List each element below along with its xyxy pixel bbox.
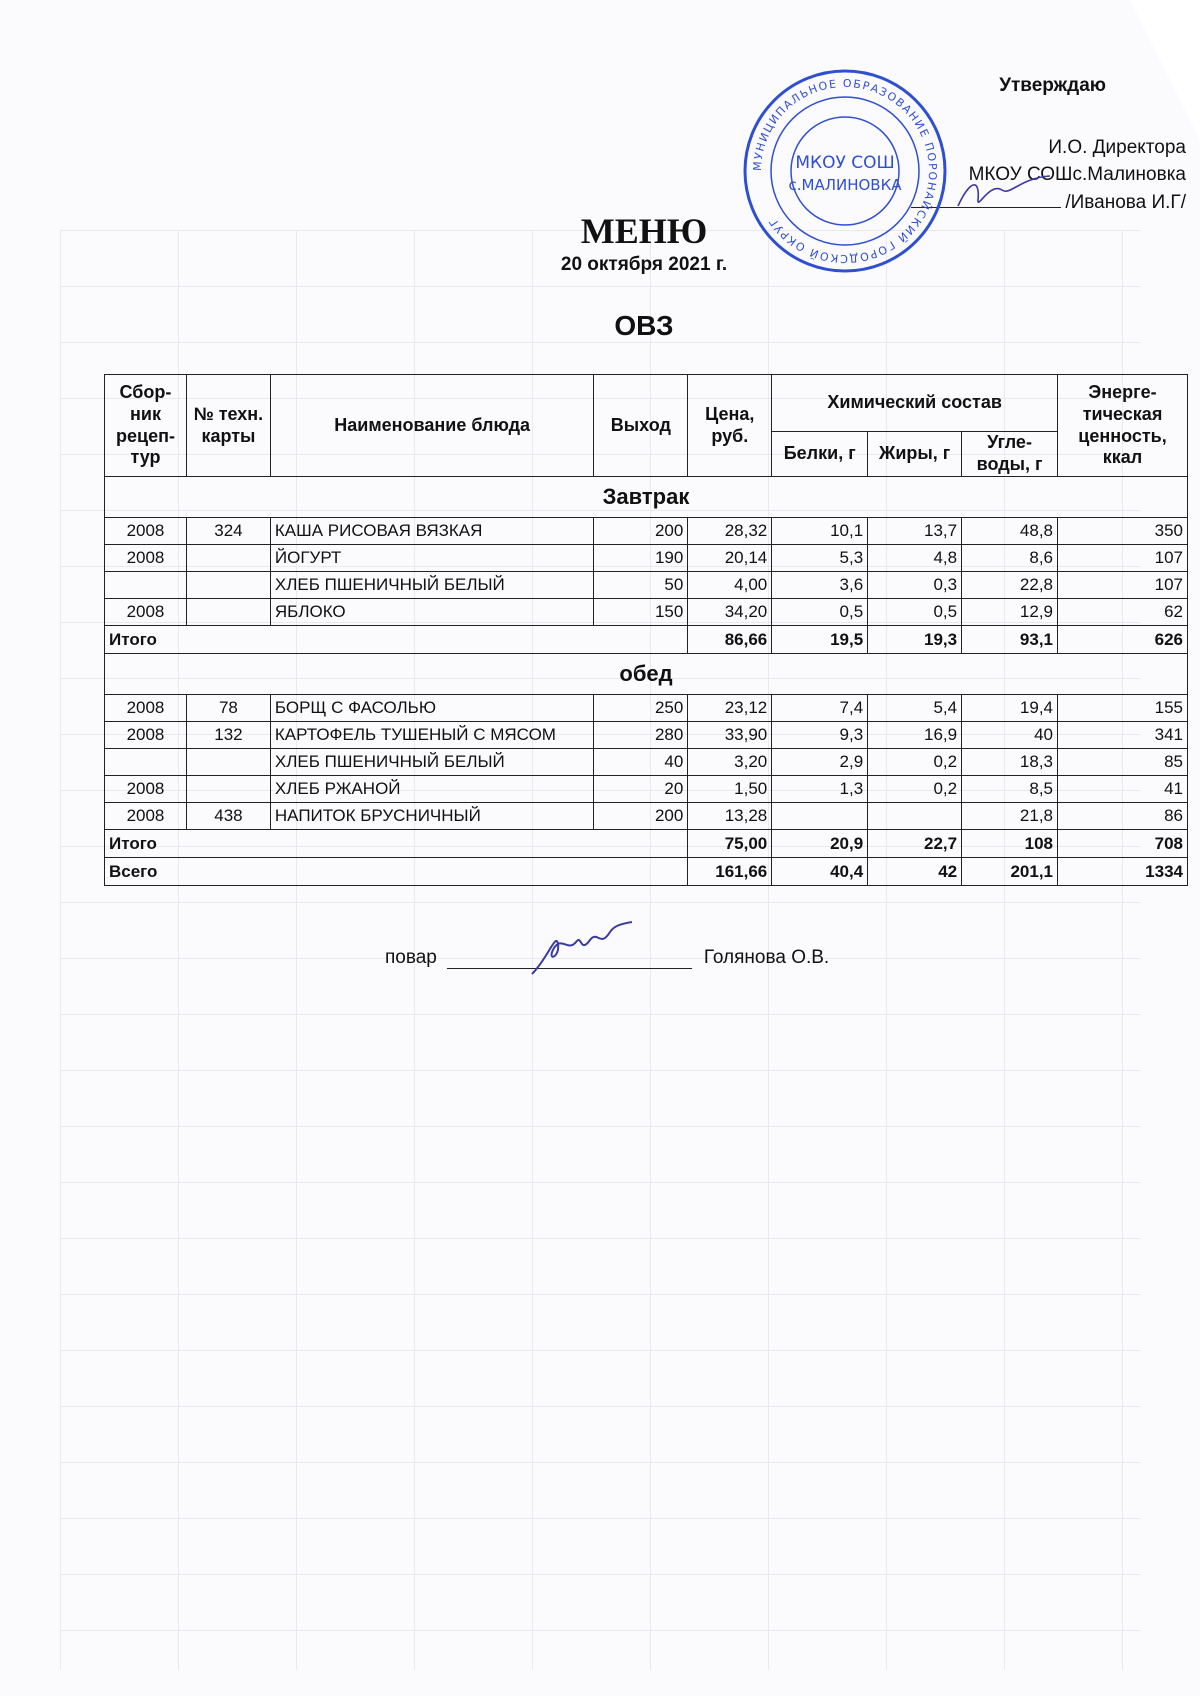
cook-role: повар bbox=[385, 947, 437, 968]
cell-price: 28,32 bbox=[688, 518, 772, 545]
total-label: Всего bbox=[105, 858, 688, 886]
col-carbs-header: Угле-воды, г bbox=[962, 432, 1058, 477]
cell-yield: 20 bbox=[594, 776, 688, 803]
cell-carbs: 12,9 bbox=[962, 599, 1058, 626]
cell-fat: 5,4 bbox=[868, 695, 962, 722]
cell-price: 33,90 bbox=[688, 722, 772, 749]
cell-fat: 16,9 bbox=[868, 722, 962, 749]
cell-dish: ХЛЕБ ПШЕНИЧНЫЙ БЕЛЫЙ bbox=[270, 749, 594, 776]
menu-table-body bbox=[105, 477, 1188, 886]
table-row bbox=[105, 599, 1188, 626]
cell-collection: 2008 bbox=[105, 776, 187, 803]
col-protein-header: Белки, г bbox=[772, 432, 868, 477]
cell-energy: 107 bbox=[1058, 545, 1188, 572]
cell-price: 34,20 bbox=[688, 599, 772, 626]
total-fat: 42 bbox=[868, 858, 962, 886]
col-dish-header: Наименование блюда bbox=[270, 375, 594, 477]
total-energy: 708 bbox=[1058, 830, 1188, 858]
table-row bbox=[105, 572, 1188, 599]
cell-yield: 50 bbox=[594, 572, 688, 599]
cell-fat: 4,8 bbox=[868, 545, 962, 572]
total-carbs: 108 bbox=[962, 830, 1058, 858]
total-protein: 19,5 bbox=[772, 626, 868, 654]
total-fat: 19,3 bbox=[868, 626, 962, 654]
cell-dish: КАРТОФЕЛЬ ТУШЕНЫЙ С МЯСОМ bbox=[270, 722, 594, 749]
cell-fat: 0,3 bbox=[868, 572, 962, 599]
cell-carbs: 8,6 bbox=[962, 545, 1058, 572]
menu-table bbox=[104, 374, 1188, 886]
col-energy-header: Энерге-тическая ценность, ккал bbox=[1058, 375, 1188, 477]
cell-card-number bbox=[186, 599, 270, 626]
cell-collection: 2008 bbox=[105, 545, 187, 572]
cell-energy: 155 bbox=[1058, 695, 1188, 722]
section-title: Завтрак bbox=[105, 477, 1188, 518]
cell-price: 20,14 bbox=[688, 545, 772, 572]
table-row bbox=[105, 545, 1188, 572]
total-carbs: 201,1 bbox=[962, 858, 1058, 886]
cell-protein: 3,6 bbox=[772, 572, 868, 599]
cell-yield: 200 bbox=[594, 803, 688, 830]
cell-price: 13,28 bbox=[688, 803, 772, 830]
cell-dish: ХЛЕБ РЖАНОЙ bbox=[270, 776, 594, 803]
cell-collection bbox=[105, 749, 187, 776]
total-price: 75,00 bbox=[688, 830, 772, 858]
total-label: Итого bbox=[105, 830, 688, 858]
cell-fat: 0,2 bbox=[868, 749, 962, 776]
cell-price: 4,00 bbox=[688, 572, 772, 599]
total-protein: 40,4 bbox=[772, 858, 868, 886]
col-card-number-header: № техн. карты bbox=[186, 375, 270, 477]
col-yield-header: Выход bbox=[594, 375, 688, 477]
cell-dish: ЯБЛОКО bbox=[270, 599, 594, 626]
total-price: 161,66 bbox=[688, 858, 772, 886]
cell-energy: 62 bbox=[1058, 599, 1188, 626]
cook-signature bbox=[528, 918, 638, 978]
cell-carbs: 22,8 bbox=[962, 572, 1058, 599]
total-price: 86,66 bbox=[688, 626, 772, 654]
cell-yield: 280 bbox=[594, 722, 688, 749]
menu-group-title: ОВЗ bbox=[614, 310, 674, 341]
cell-carbs: 19,4 bbox=[962, 695, 1058, 722]
section-title: обед bbox=[105, 654, 1188, 695]
cell-protein: 1,3 bbox=[772, 776, 868, 803]
col-chemical-group-header: Химический состав bbox=[772, 375, 1058, 432]
table-row bbox=[105, 695, 1188, 722]
director-signature bbox=[950, 170, 1060, 214]
table-row bbox=[105, 749, 1188, 776]
cell-collection: 2008 bbox=[105, 803, 187, 830]
cell-collection bbox=[105, 572, 187, 599]
cell-protein: 7,4 bbox=[772, 695, 868, 722]
cell-card-number bbox=[186, 776, 270, 803]
cell-card-number: 132 bbox=[186, 722, 270, 749]
cell-yield: 40 bbox=[594, 749, 688, 776]
approval-position: И.О. Директора bbox=[1048, 136, 1186, 158]
stamp-ring-text: МУНИЦИПАЛЬНОЕ ОБРАЗОВАНИЕ ПОРОНАЙСКИЙ ГОРОДСКОЙ ОКРУГ bbox=[750, 76, 940, 266]
cell-energy: 86 bbox=[1058, 803, 1188, 830]
cell-protein: 0,5 bbox=[772, 599, 868, 626]
cell-carbs: 8,5 bbox=[962, 776, 1058, 803]
cell-protein: 10,1 bbox=[772, 518, 868, 545]
approval-organization: МКОУ СОШс.Малиновка bbox=[968, 164, 1186, 186]
total-protein: 20,9 bbox=[772, 830, 868, 858]
cell-yield: 190 bbox=[594, 545, 688, 572]
menu-date: 20 октября 2021 г. bbox=[560, 254, 728, 275]
cell-collection: 2008 bbox=[105, 599, 187, 626]
total-energy: 626 bbox=[1058, 626, 1188, 654]
stamp-inner-line2: с.МАЛИНОВКА bbox=[788, 176, 902, 194]
col-price-header: Цена, руб. bbox=[688, 375, 772, 477]
total-label: Итого bbox=[105, 626, 688, 654]
cell-card-number: 324 bbox=[186, 518, 270, 545]
approval-director-name: /Иванова И.Г/ bbox=[1065, 191, 1186, 213]
cell-fat bbox=[868, 803, 962, 830]
cell-carbs: 40 bbox=[962, 722, 1058, 749]
cell-energy: 350 bbox=[1058, 518, 1188, 545]
cell-dish: ХЛЕБ ПШЕНИЧНЫЙ БЕЛЫЙ bbox=[270, 572, 594, 599]
cell-carbs: 18,3 bbox=[962, 749, 1058, 776]
cook-name: Голянова О.В. bbox=[703, 947, 830, 968]
cell-fat: 0,2 bbox=[868, 776, 962, 803]
stamp-inner-line1: МКОУ СОШ bbox=[795, 153, 895, 173]
cell-dish: КАША РИСОВАЯ ВЯЗКАЯ bbox=[270, 518, 594, 545]
cell-energy: 107 bbox=[1058, 572, 1188, 599]
cell-energy: 341 bbox=[1058, 722, 1188, 749]
cell-energy: 41 bbox=[1058, 776, 1188, 803]
section-row bbox=[105, 477, 1188, 518]
page-title: МЕНЮ bbox=[580, 211, 708, 251]
cell-price: 23,12 bbox=[688, 695, 772, 722]
cell-card-number: 78 bbox=[186, 695, 270, 722]
total-energy: 1334 bbox=[1058, 858, 1188, 886]
table-row bbox=[105, 518, 1188, 545]
cell-energy: 85 bbox=[1058, 749, 1188, 776]
cell-protein bbox=[772, 803, 868, 830]
table-row bbox=[105, 803, 1188, 830]
cell-yield: 200 bbox=[594, 518, 688, 545]
grand-total-row bbox=[105, 858, 1188, 886]
col-collection-header: Сбор-ник рецеп-тур bbox=[105, 375, 187, 477]
cell-card-number bbox=[186, 545, 270, 572]
col-fat-header: Жиры, г bbox=[868, 432, 962, 477]
cell-card-number: 438 bbox=[186, 803, 270, 830]
cell-price: 1,50 bbox=[688, 776, 772, 803]
cell-carbs: 48,8 bbox=[962, 518, 1058, 545]
cell-yield: 250 bbox=[594, 695, 688, 722]
cell-collection: 2008 bbox=[105, 518, 187, 545]
section-row bbox=[105, 654, 1188, 695]
section-total-row bbox=[105, 626, 1188, 654]
total-carbs: 93,1 bbox=[962, 626, 1058, 654]
cell-collection: 2008 bbox=[105, 722, 187, 749]
section-total-row bbox=[105, 830, 1188, 858]
cell-fat: 13,7 bbox=[868, 518, 962, 545]
cell-protein: 5,3 bbox=[772, 545, 868, 572]
cell-dish: ЙОГУРТ bbox=[270, 545, 594, 572]
cell-dish: НАПИТОК БРУСНИЧНЫЙ bbox=[270, 803, 594, 830]
cell-card-number bbox=[186, 749, 270, 776]
cell-carbs: 21,8 bbox=[962, 803, 1058, 830]
cell-card-number bbox=[186, 572, 270, 599]
cell-fat: 0,5 bbox=[868, 599, 962, 626]
cell-yield: 150 bbox=[594, 599, 688, 626]
total-fat: 22,7 bbox=[868, 830, 962, 858]
cell-collection: 2008 bbox=[105, 695, 187, 722]
approval-heading: Утверждаю bbox=[999, 75, 1106, 96]
table-row bbox=[105, 776, 1188, 803]
table-row bbox=[105, 722, 1188, 749]
cell-protein: 9,3 bbox=[772, 722, 868, 749]
cell-price: 3,20 bbox=[688, 749, 772, 776]
cell-protein: 2,9 bbox=[772, 749, 868, 776]
cell-dish: БОРЩ С ФАСОЛЬЮ bbox=[270, 695, 594, 722]
